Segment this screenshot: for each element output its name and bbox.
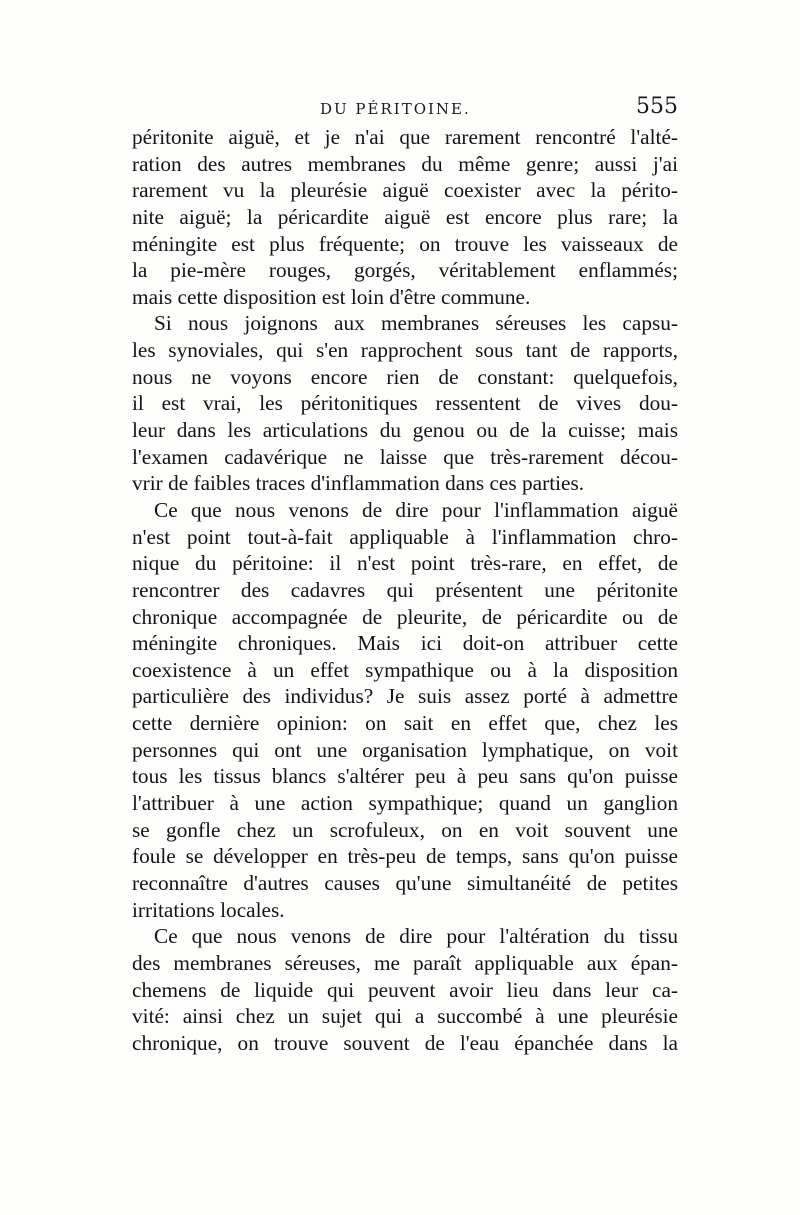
text-line: il est vrai, les péritonitiques ressentent de vives dou- — [132, 391, 678, 416]
text-line: reconnaître d'autres causes qu'une simultanéité de petites — [132, 870, 678, 895]
page-number: 555 — [636, 94, 678, 119]
running-title: DU PÉRITOINE. — [320, 100, 471, 118]
text-line: péritonite aiguë, et je n'ai que rarement rencontré l'alté- — [132, 125, 678, 149]
page-header — [130, 94, 678, 124]
body-text — [132, 124, 678, 1056]
text-line: chronique, on trouve souvent de l'eau épanchée dans la — [132, 1030, 678, 1055]
text-line: foule se développer en très-peu de temps, sans qu'on puisse — [132, 844, 678, 869]
text-line: nique du péritoine: il n'est point très-rare, en effet, de — [132, 551, 678, 576]
text-line: leur dans les articulations du genou ou de la cuisse; mais — [132, 418, 678, 443]
text-line: tous les tissus blancs s'altérer peu à peu sans qu'on puisse — [132, 764, 678, 789]
text-line: irritations locales. — [132, 897, 285, 922]
text-line: se gonfle chez un scrofuleux, on en voit souvent une — [132, 817, 678, 842]
text-line: rencontrer des cadavres qui présentent une péritonite — [132, 577, 678, 602]
text-line: vité: ainsi chez un sujet qui a succombé à une pleurésie — [132, 1004, 678, 1029]
text-line: l'examen cadavérique ne laisse que très-rarement décou- — [132, 444, 678, 469]
text-line: particulière des individus? Je suis assez porté à admettre — [132, 684, 678, 709]
text-line: cette dernière opinion: on sait en effet que, chez les — [132, 711, 678, 736]
paragraph-start-line: Si nous joignons aux membranes séreuses les capsu- — [154, 311, 678, 336]
text-line: vrir de faibles traces d'inflammation dans ces parties. — [132, 471, 585, 496]
text-line: nite aiguë; la péricardite aiguë est encore plus rare; la — [132, 204, 678, 229]
text-line: méningite est plus fréquente; on trouve les vaisseaux de — [132, 231, 678, 256]
text-line: méningite chroniques. Mais ici doit-on attribuer cette — [132, 631, 678, 656]
text-line: nous ne voyons encore rien de constant: quelquefois, — [132, 364, 678, 389]
text-line: les synoviales, qui s'en rapprochent sous tant de rapports, — [132, 338, 678, 363]
text-line: n'est point tout-à-fait appliquable à l'inflammation chro- — [132, 524, 678, 549]
text-line: personnes qui ont une organisation lymphatique, on voit — [132, 737, 678, 762]
text-line: la pie-mère rouges, gorgés, véritablement enflammés; — [132, 258, 678, 283]
text-line: chronique accompagnée de pleurite, de péricardite ou de — [132, 604, 678, 629]
text-line: des membranes séreuses, me paraît appliquable aux épan- — [132, 950, 678, 975]
text-line: rarement vu la pleurésie aiguë coexister avec la périto- — [132, 178, 678, 203]
text-line: mais cette disposition est loin d'être commune. — [132, 284, 531, 309]
text-line: l'attribuer à une action sympathique; quand un ganglion — [132, 791, 678, 816]
paragraph-start-line: Ce que nous venons de dire pour l'altération du tissu — [154, 924, 678, 949]
text-line: coexistence à un effet sympathique ou à la disposition — [132, 657, 678, 682]
paragraph-start-line: Ce que nous venons de dire pour l'inflammation aiguë — [154, 497, 678, 522]
text-line: chemens de liquide qui peuvent avoir lieu dans leur ca- — [132, 977, 678, 1002]
text-line: ration des autres membranes du même genre; aussi j'ai — [132, 151, 678, 176]
